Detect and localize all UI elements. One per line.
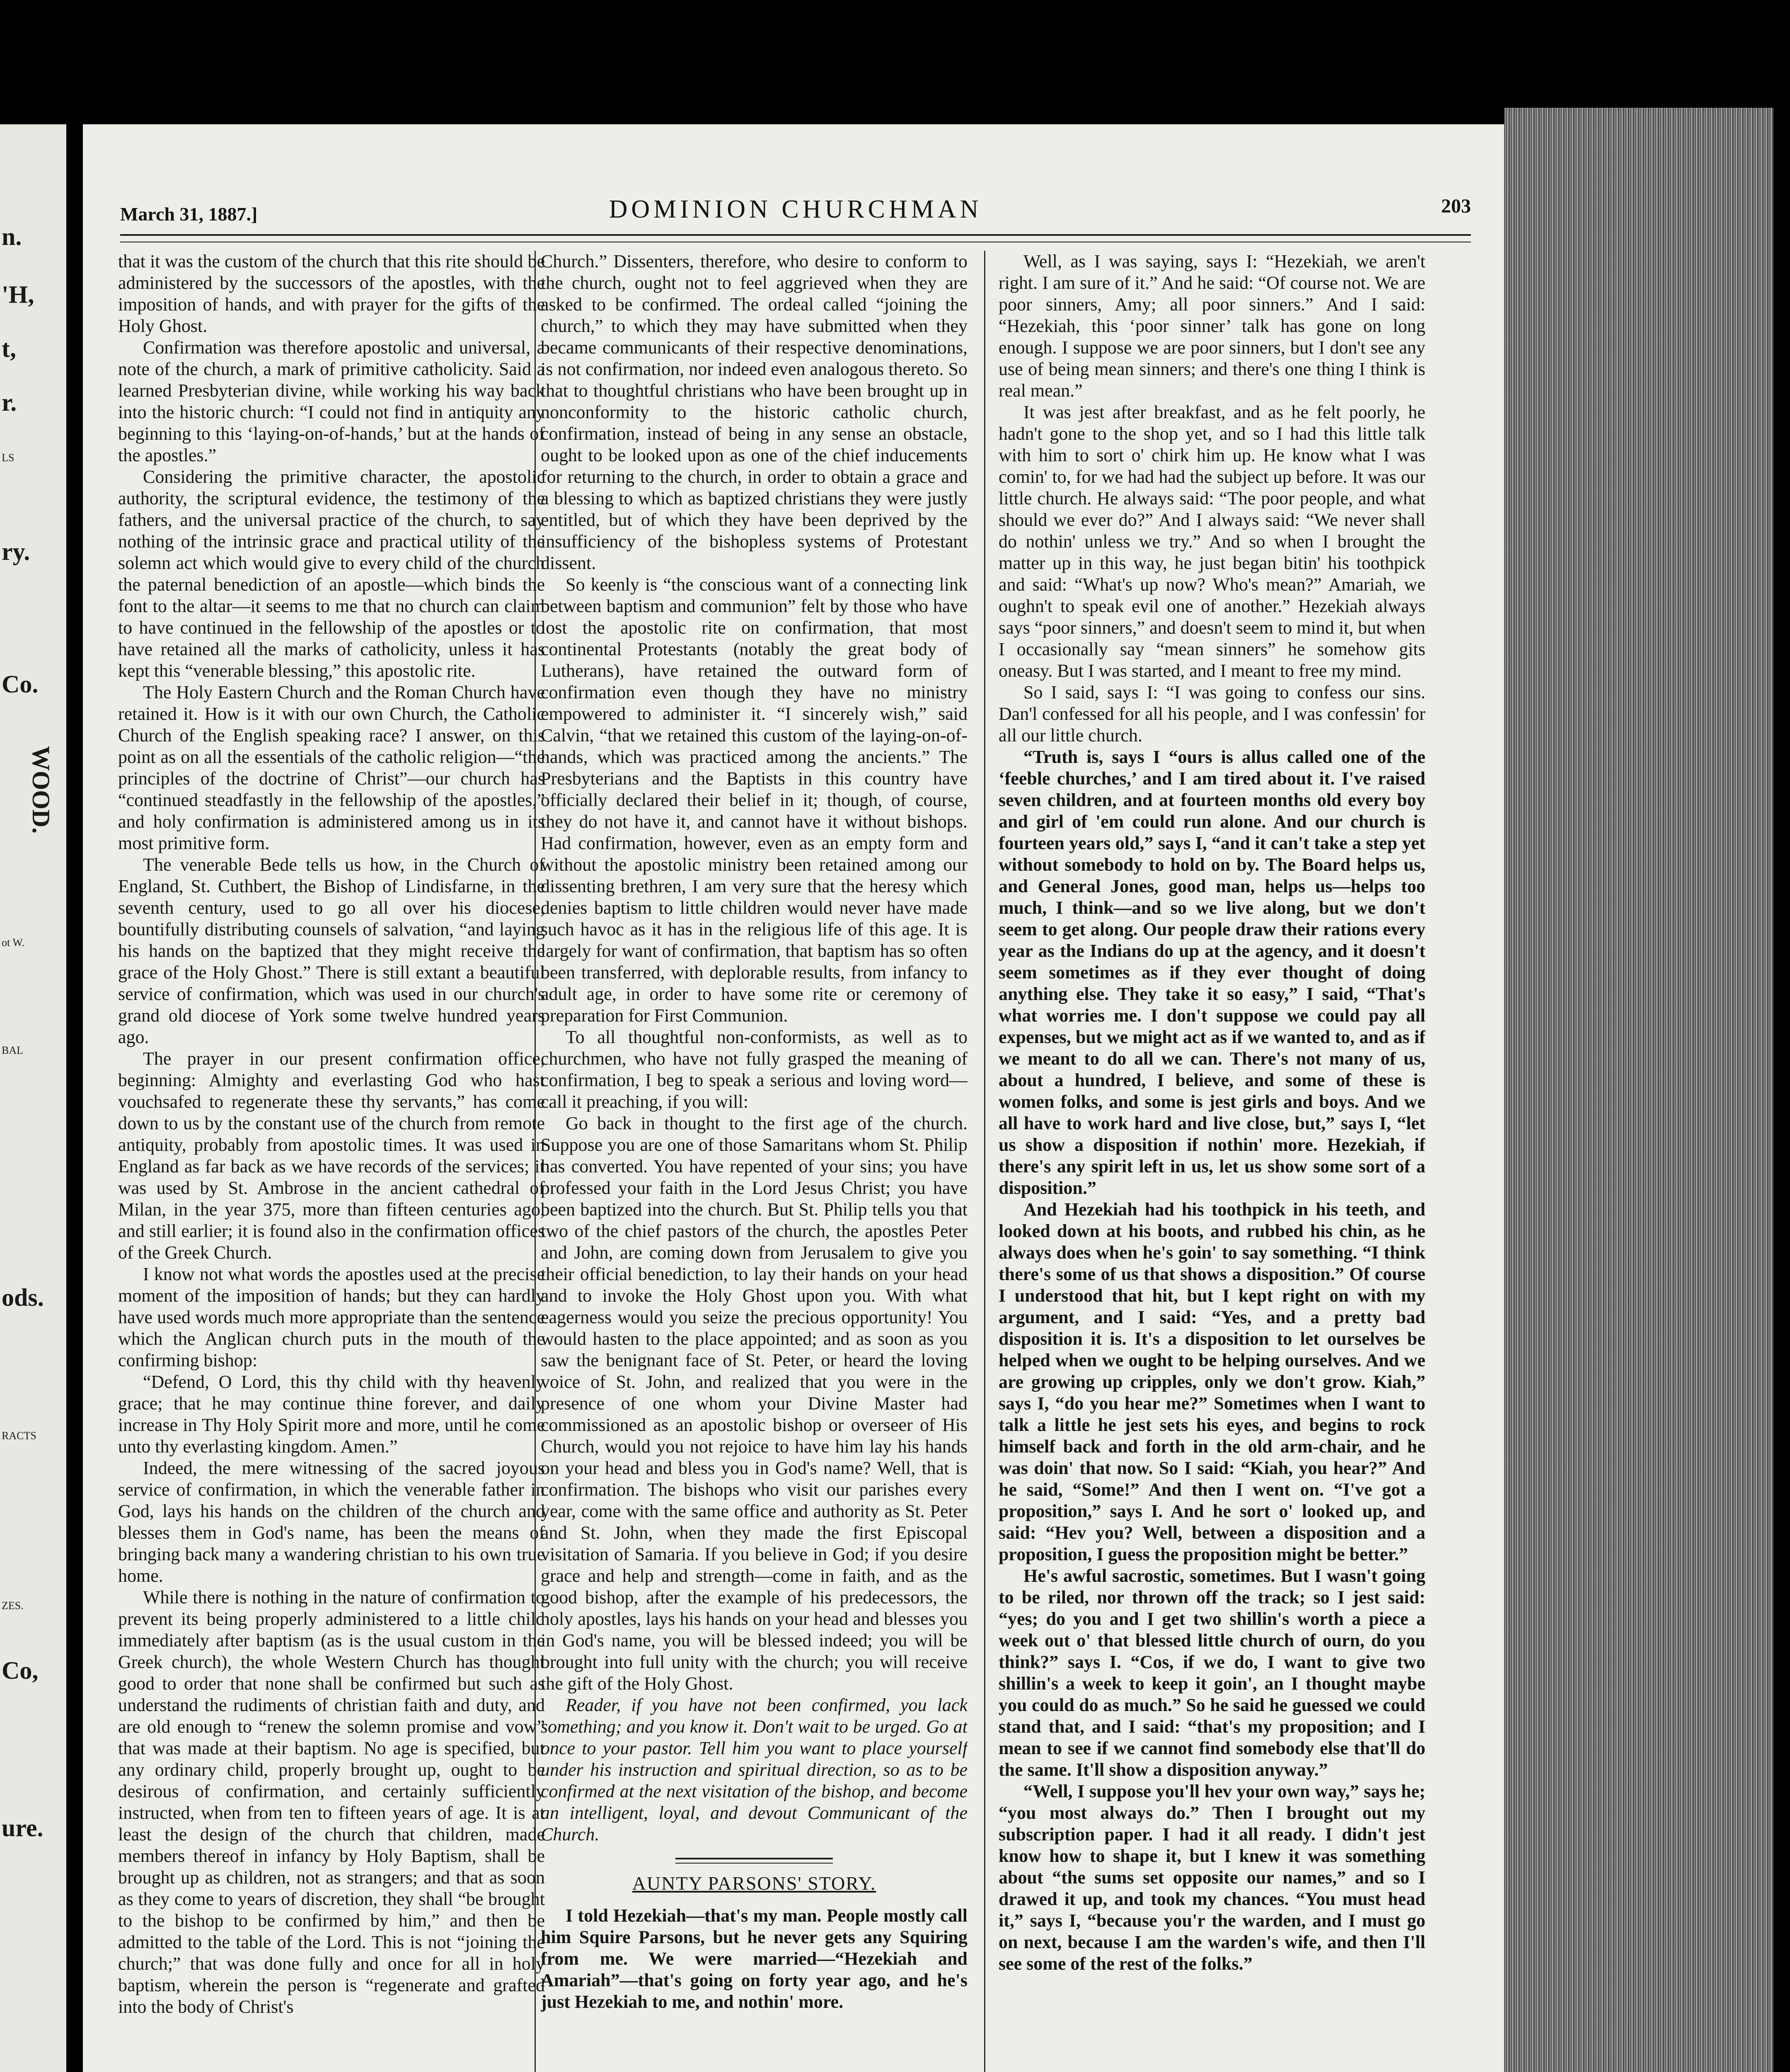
margin-fragment: r. bbox=[2, 389, 17, 416]
margin-fragment: t, bbox=[2, 335, 16, 362]
paragraph: Considering the primitive character, the apostolic authority, the scriptural evidence, the testimony of the fathers, and the universal practice of the church, to say nothing of the intrinsic grace and practical utility of the solemn act which would give to every child of the church the paternal benediction of an apostle—which binds the font to the altar—it seems to me that no church can claim to have continued in the fellowship of the apostles or to have retained all the marks of catholicity, unless it has kept this “venerable blessing,” this apostolic rite. bbox=[118, 467, 545, 681]
column-3 bbox=[999, 251, 1425, 2072]
margin-fragment: ods. bbox=[2, 1284, 44, 1311]
paragraph: Go back in thought to the first age of the church. Suppose you are one of those Samaritans whom St. Philip has converted. You have repented of your sins; you have professed your faith in the Lord Jesus Christ; you have been baptized into the church. But St. Philip tells you that two of the chief pastors of the church, the apostles Peter and John, are coming down from Jerusalem to give you their official benediction, to lay their hands on your head and to invoke the Holy Ghost upon you. With what eagerness would you seize the precious opportunity! You would hasten to the place appointed; and as soon as you saw the benignant face of St. Peter, or heard the loving voice of St. John, and realized that you were in the presence of one whom your Divine Master had commissioned as an apostolic bishop or overseer of His Church, would you not rejoice to have him lay his hands on your head and bless you in God's name? Well, that is confirmation. The bishops who visit our parishes every year, come with the same office and authority as St. Peter and St. John, when they made the first Episcopal visitation of Samaria. If you believe in God; if you desire grace and help and strength—come in faith, and as the good bishop, after the example of his predecessors, the holy apostles, lays his hands on your head and blesses you in God's name, you will be blessed indeed; you will be brought into full unity with the church; you will receive the gift of the Holy Ghost. bbox=[541, 1113, 968, 1694]
paragraph: So keenly is “the conscious want of a connecting link between baptism and communion” felt by those who have lost the apostolic rite on confirmation, that most continental Protestants (notably the great body of Lutherans), have retained the outward form of confirmation even though they have no ministry empowered to administer it. “I sincerely wish,” said Calvin, “that we retained this custom of the laying-on-of-hands, which was practiced among the ancients.” The Presbyterians and the Baptists in this country have officially declared their belief in it; though, of course, they do not have it, and cannot have it without bishops. Had confirmation, however, even as an empty form and without the apostolic ministry been retained among our dissenting brethren, I am very sure that the heresy which denies baptism to little children would never have made such havoc as it has in the religious life of this age. It is largely for want of confirmation, that baptism has so often been transferred, with deplorable results, from infancy to adult age, in order to have some rite or ceremony of preparation for First Communion. bbox=[541, 574, 968, 1026]
margin-fragment: ot W. bbox=[2, 937, 24, 949]
paragraph: Church.” Dissenters, therefore, who desire to conform to the church, ought not to feel aggrieved when they are asked to be confirmed. The ordeal called “joining the church,” to which they may have submitted when they became communicants of their respective denominations, is not confirmation, nor indeed even analogous thereto. So that to thoughtful christians who have been brought up in nonconformity to the historic catholic church, confirmation, instead of being in any sense an obstacle, ought to be looked upon as one of the chief inducements for returning to the church, in order to obtain a grace and a blessing to which as baptized christians they were justly entitled, but of which they have been deprived by the insufficiency of the bishopless systems of Protestant dissent. bbox=[541, 251, 968, 573]
column-2 bbox=[541, 251, 968, 2072]
paragraph: I know not what words the apostles used at the precise moment of the imposition of hands; but they can hardly have used words much more appropriate than the sentence which the Anglican church puts in the mouth of the confirming bishop: bbox=[118, 1264, 545, 1370]
margin-fragment: Co, bbox=[2, 1657, 39, 1684]
margin-fragment: ZES. bbox=[2, 1600, 24, 1612]
issue-date: March 31, 1887.] bbox=[120, 203, 258, 225]
paragraph: “Truth is, says I “ours is allus called one of the ‘feeble churches,’ and I am tired about it. I've raised seven children, and at fourteen months old every boy and girl of 'em could run alone. And our church is fourteen years old,” says I, “and it can't take a step yet without somebody to hold on by. The Board helps us, and General Jones, good man, helps us—helps too much, I think—and so we live along, but we don't seem to get along. Our people draw their rations every year as the Indians do up at the agency, and it doesn't seem sometimes as if they ever thought of doing anything else. They take it so easy,” I said, “That's what worries me. I don't suppose we could pay all expenses, but we might act as if we wanted to, and as if we meant to do all we can. There's not many of us, about a hundred, I believe, and some of these is women folks, and some is jest girls and boys. And we all have to work hard and live close, but,” says I, “let us show a disposition if nothin' more. Hezekiah, if there's any spirit left in us, let us show some sort of a disposition.” bbox=[999, 747, 1425, 1198]
story-heading: AUNTY PARSONS' STORY. bbox=[632, 1873, 876, 1894]
paragraph: He's awful sacrostic, sometimes. But I wasn't going to be riled, nor thrown off the track; so I jest said: “yes; do you and I get two shillin's worth a piece a week out o' that blessed little church of ourn, do you think?” says I. “Cos, if we do, I want to give two shillin's a week to keep it goin', an I thought maybe you could do as much.” So he said he guessed we could stand that, and I said: “that's my proposition; and I mean to see if we cannot find somebody else that'll do the same. It'll show a disposition anyway.” bbox=[999, 1566, 1425, 1780]
margin-fragment: RACTS bbox=[2, 1430, 36, 1442]
book-page-stack bbox=[1504, 108, 1773, 2072]
paragraph: Indeed, the mere witnessing of the sacred joyous service of confirmation, in which the venerable father in God, lays his hands on the children of the church and blesses them in God's name, has been the means of bringing back many a wandering christian to his own true home. bbox=[118, 1458, 545, 1586]
paragraph: “Defend, O Lord, this thy child with thy heavenly grace; that he may continue thine forever, and daily increase in Thy Holy Spirit more and more, until he come unto thy everlasting kingdom. Amen.” bbox=[118, 1372, 545, 1457]
paragraph: “Well, I suppose you'll hev your own way,” says he; “you most always do.” Then I brought out my subscription paper. I had it all ready. I didn't jest know how to shape it, but I knew it was something about “the sums set opposite our names,” and so I drawed it up, and took my chances. “You must head it,” says I, “because you'r the warden, and I must go on next, because I am the warden's wife, and then I'll see some of the rest of the folks.” bbox=[999, 1781, 1425, 1974]
margin-fragment: ure. bbox=[2, 1814, 44, 1842]
paragraph: And Hezekiah had his toothpick in his teeth, and looked down at his boots, and rubbed his chin, as he always does when he's goin' to say something. “I think there's some of us that shows a disposition.” Of course I understood that hit, but I kept right on with my argument, and I said: “Yes, and a pretty bad disposition it is. It's a disposition to let ourselves be helped when we ought to be helping ourselves. And we are growing up cripples, only we don't grow. Kiah,” says I, “do you hear me?” Sometimes when I want to talk a little he jest sets his eyes, and begins to rock himself back and forth in the old arm-chair, and he was doin' that now. So I said: “Kiah, you hear?” And he said, “Some!” And then I went on. “I've got a proposition,” says I. And he sort o' looked up, and said: “Hev you? Well, between a disposition and a proposition, I guess the proposition might be better.” bbox=[999, 1199, 1425, 1564]
margin-fragment: LS bbox=[2, 452, 15, 464]
closing-appeal: Reader, if you have not been confirmed, you lack something; and you know it. Don't wait to be urged. Go at once to your pastor. Tell him you want to place yourself under his instruction and spiritual direction, so as to be confirmed at the next visitation of the bishop, and become an intelligent, loyal, and devout Communicant of the Church. bbox=[541, 1695, 968, 1844]
masthead bbox=[120, 191, 1471, 240]
paragraph: Well, as I was saying, says I: “Hezekiah, we aren't right. I am sure of it.” And he said: “Of course not. We are poor sinners, Amy; all poor sinners.” And I said: “Hezekiah, this ‘poor sinner’ talk has gone on long enough. I suppose we are poor sinners, but I don't see any use of being mean sinners; and there's one thing I think is real mean.” bbox=[999, 251, 1425, 401]
paragraph: While there is nothing in the nature of confirmation to prevent its being properly administered to a little child immediately after baptism (as is the usual custom in the Greek church), the whole Western Church has thought good to order that none shall be confirmed but such as understand the rudiments of christian faith and duty, and are old enough to “renew the solemn promise and vow” that was made at their baptism. No age is specified, but any ordinary child, properly brought up, ought to be desirous of confirmation, and certainly sufficiently instructed, when from ten to fifteen years of age. It is at least the design of the church that children, made members thereof in infancy by Holy Baptism, shall be brought up as children, not as strangers; and that as soon as they come to years of discretion, they shall “be brought to the bishop to be confirmed by him,” and then be admitted to the table of the Lord. This is not “joining the church;” that was done fully and once for all in holy baptism, wherein the person is “regenerate and grafted into the body of Christ's bbox=[118, 1587, 545, 2017]
paragraph: The Holy Eastern Church and the Roman Church have retained it. How is it with our own Church, the Catholic Church of the English speaking race? I answer, on this point as on all the essentials of the catholic religion—“the principles of the doctrine of Christ”—our church has “continued steadfastly in the fellowship of the apostles,” and holy confirmation is administered among us in its most primitive form. bbox=[118, 682, 545, 853]
story-heading-block bbox=[541, 1858, 968, 1894]
page-number: 203 bbox=[1441, 195, 1471, 217]
column-divider bbox=[984, 251, 985, 2072]
paragraph: Confirmation was therefore apostolic and universal, a note of the church, a mark of primitive catholicity. Said a learned Presbyterian divine, while working his way back into the historic church: “I could not find in antiquity any beginning to this ‘laying-on-of-hands,’ but at the hands of the apostles.” bbox=[118, 337, 545, 465]
paragraph: To all thoughtful non-conformists, as well as to churchmen, who have not fully grasped the meaning of confirmation, I beg to speak a serious and loving word—call it preaching, if you will: bbox=[541, 1027, 968, 1112]
margin-fragment: n. bbox=[2, 223, 22, 250]
margin-fragment: 'H, bbox=[2, 281, 34, 308]
paragraph: that it was the custom of the church that this rite should be administered by the successors of the apostles, with the imposition of hands, and with prayer for the gifts of the Holy Ghost. bbox=[118, 251, 545, 336]
margin-fragment: WOOD. bbox=[27, 746, 55, 834]
paragraph: It was jest after breakfast, and as he felt poorly, he hadn't gone to the shop yet, and so I had this little talk with him to sort o' chirk him up. He know what I was comin' to, for we had had the subject up before. It was our little church. He always said: “The poor people, and what should we ever do?” And I always said: “We never shall do nothin' unless we try.” And so when I brought the matter up in this way, he just began bitin' his toothpick and said: “What's up now? Who's mean?” Amariah, we oughn't to speak evil one of another.” Hezekiah always says “poor sinners,” and doesn't seem to mind it, but when I occasionally say “mean sinners” he somehow gits oneasy. But I was started, and I meant to free my mind. bbox=[999, 402, 1425, 681]
column-1 bbox=[118, 251, 545, 2072]
story-paragraph: I told Hezekiah—that's my man. People mostly call him Squire Parsons, but he never gets any Squiring from me. We were married—“Hezekiah and Amariah”—that's going on forty year ago, and he's just Hezekiah to me, and nothin' more. bbox=[541, 1905, 968, 2012]
margin-fragment: Co. bbox=[2, 670, 39, 698]
margin-fragment: ry. bbox=[2, 538, 30, 565]
paragraph: So I said, says I: “I was going to confess our sins. Dan'l confessed for all his people, and I was confessin' for all our little church. bbox=[999, 682, 1425, 746]
margin-fragment: BAL bbox=[2, 1044, 23, 1056]
publication-title: DOMINION CHURCHMAN bbox=[609, 195, 982, 223]
header-rule bbox=[120, 234, 1471, 242]
heading-rule bbox=[675, 1858, 833, 1864]
paragraph: The venerable Bede tells us how, in the Church of England, St. Cuthbert, the Bishop of Lindisfarne, in the seventh century, used to go all over his diocese, bountifully distributing counsels of salvation, “and laying his hands on the baptized that they might receive the grace of the Holy Ghost.” There is still extant a beautiful service of confirmation, which was used in our church's grand old diocese of York some twelve hundred years ago. bbox=[118, 854, 545, 1047]
adjacent-page-edge bbox=[0, 124, 66, 2072]
paragraph: The prayer in our present confirmation office, beginning: Almighty and everlasting God who hast vouchsafed to regenerate these thy servants,” has come down to us by the constant use of the church from remote antiquity, probably from apostolic times. It was used in England as far back as we have records of the services; it was used by St. Ambrose in the ancient cathedral of Milan, in the year 375, more than fifteen centuries ago, and still earlier; it is found also in the confirmation offices of the Greek Church. bbox=[118, 1048, 545, 1263]
